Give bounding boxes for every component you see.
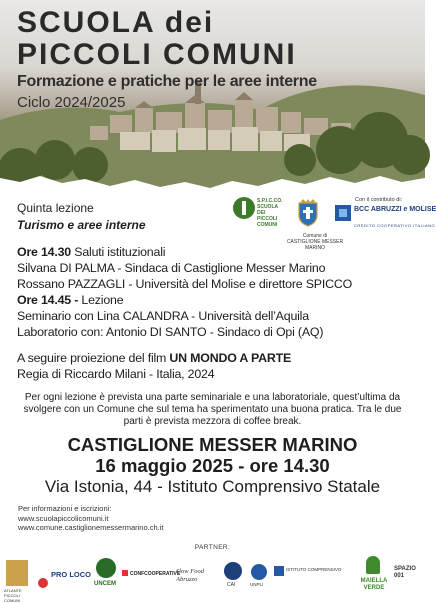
program-time-2: Ore 14.45 -: [17, 293, 79, 307]
partner-logo-small: [38, 556, 48, 600]
crest-icon: [297, 199, 319, 227]
partner-label-cai: CAI: [227, 582, 236, 588]
comune-logo-line2: CASTIGLIONE MESSER MARINO: [286, 239, 344, 251]
program-line-speaker-2: Rossano PAZZAGLI - Università del Molise e direttore SPICCO: [17, 277, 353, 291]
poster-title-line1: SCUOLA dei: [17, 6, 215, 39]
partner-label-uncem: UNCEM: [94, 581, 116, 587]
lesson-topic: Turismo e aree interne: [17, 218, 146, 232]
spicco-logo: [233, 197, 281, 233]
confcooperative-logo-mark: [122, 570, 128, 576]
program-line-lab: Laboratorio con: Antonio DI SANTO - Sindaco di Opi (AQ): [17, 325, 324, 339]
bcc-contribution-label: Con il contributo di:: [355, 197, 403, 203]
bcc-logo-name: BCC ABRUZZI e MOLISE: [354, 206, 436, 213]
event-place: CASTIGLIONE MESSER MARINO: [67, 434, 358, 455]
info-url-comune[interactable]: www.comune.castiglionemessermarino.ch.it: [18, 523, 164, 532]
spicco-logo-text: S.P.I.C.CO. SCUOLA DEI PICCOLI COMUNI: [257, 198, 283, 228]
partner-logo-spazio: [394, 556, 421, 600]
partner-logo-uncem: [92, 556, 120, 600]
program-item-1: Saluti istituzionali: [71, 245, 166, 259]
partner-label-confcooperative: CONFCOOPERATIVE: [130, 571, 181, 577]
partner-label-maiella: MAIELLA VERDE: [360, 578, 388, 591]
film-intro: A seguire proiezione del film: [17, 351, 170, 365]
atlante-logo-mark: [6, 560, 28, 586]
program-line-seminar: Seminario con Lina CALANDRA - Università dell’Aquila: [17, 309, 309, 323]
uncem-logo-mark: [96, 558, 116, 578]
info-url-school[interactable]: www.scuolapiccolicomuni.it: [18, 513, 109, 523]
unpli-logo-mark: [251, 564, 267, 580]
bcc-logo-sub: CREDITO COOPERATIVO ITALIANO: [354, 223, 436, 228]
partner-logo-confcooperative: [122, 556, 181, 600]
partner-logo-maiella: [356, 556, 392, 600]
film-title: UN MONDO A PARTE: [169, 351, 292, 365]
event-address: Via Istonia, 44 - Istituto Comprensivo Statale: [44, 477, 381, 496]
lesson-format-note: Per ogni lezione è prevista una parte seminariale e una laboratoriale, quest’ultima da svolgere con un Comune che sul tema ha sperimentato una buona pratica. Tra le due parti è prevista mezzora di coffee break.: [23, 392, 402, 427]
partner-logo-atlante: [4, 556, 32, 603]
event-date: 16 maggio 2025 - ore 14.30: [95, 455, 330, 476]
partner-label-spazio: SPAZIO 001: [394, 566, 416, 579]
village-photo: [0, 0, 425, 195]
partner-logo-istituto: [274, 556, 356, 600]
film-line: [17, 351, 291, 365]
bcc-logo: [335, 197, 436, 237]
partner-logo-proloco: [51, 556, 91, 600]
info-label: Per informazioni e iscrizioni:: [18, 504, 112, 513]
film-credits: Regia di Riccardo Milani - Italia, 2024: [17, 367, 215, 381]
istituto-logo-mark: [274, 566, 284, 576]
program-time-1: Ore 14.30: [17, 245, 72, 259]
bcc-logo-mark-inner: [339, 209, 347, 217]
program-line-speaker-1: Silvana DI PALMA - Sindaca di Castiglione Messer Marino: [17, 261, 326, 275]
small-partner-mark: [38, 578, 48, 588]
partner-label-atlante: ATLANTE PICCOLI COMUNI: [4, 588, 22, 603]
partner-logo-slowfood: [176, 556, 220, 600]
partner-logo-unpli: [248, 556, 270, 600]
partner-logo-cai: [222, 556, 244, 600]
partner-label-slowfood: Slow Food Abruzzo: [176, 568, 204, 583]
poster-subtitle: Formazione e pratiche per le aree interne: [17, 73, 317, 90]
cai-logo-mark: [224, 562, 242, 580]
comune-logo-line1: Comune di: [302, 233, 328, 239]
partner-label-proloco: PRO LOCO: [51, 570, 92, 579]
partners-logos: [4, 556, 421, 603]
program-line-lesson: [17, 293, 123, 307]
program-line-welcome: [17, 245, 165, 259]
partner-label-istituto: ISTITUTO COMPRENSIVO: [286, 567, 342, 572]
info-block: [18, 504, 163, 533]
partners-label: PARTNER:: [194, 544, 231, 551]
program-item-2: Lezione: [78, 293, 124, 307]
poster-title-line2: PICCOLI COMUNI: [17, 38, 297, 71]
maiella-logo-mark: [366, 556, 380, 574]
spicco-logo-i: [242, 201, 246, 215]
lesson-number: Quinta lezione: [17, 201, 94, 215]
partner-label-unpli: UNPLI: [250, 582, 264, 587]
cycle-label: Ciclo 2024/2025: [17, 94, 126, 111]
